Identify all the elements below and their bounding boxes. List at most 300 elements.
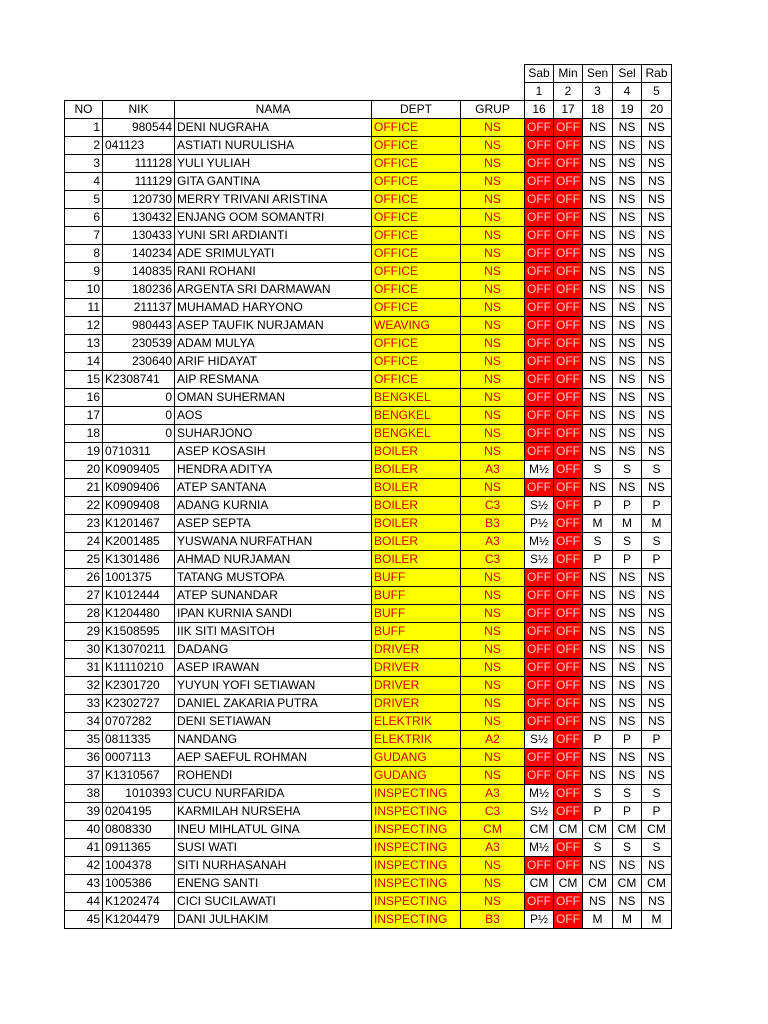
day-shift-cell[interactable]: OFF xyxy=(525,335,554,353)
grup-cell[interactable]: NS xyxy=(461,659,525,677)
day-shift-cell[interactable]: OFF xyxy=(554,551,583,569)
day-shift-cell[interactable]: P xyxy=(613,803,642,821)
dept-cell[interactable]: BOILER xyxy=(372,533,461,551)
nik-cell[interactable]: 230640 xyxy=(103,353,175,371)
grup-cell[interactable]: CM xyxy=(461,821,525,839)
grup-cell[interactable]: NS xyxy=(461,281,525,299)
day-shift-cell[interactable]: NS xyxy=(642,353,672,371)
day-shift-cell[interactable]: NS xyxy=(642,173,672,191)
day-shift-cell[interactable]: OFF xyxy=(525,587,554,605)
day-shift-cell[interactable]: S xyxy=(613,533,642,551)
day-shift-cell[interactable]: OFF xyxy=(554,245,583,263)
day-shift-cell[interactable]: OFF xyxy=(554,857,583,875)
day-shift-cell[interactable]: NS xyxy=(583,371,613,389)
nama-cell[interactable]: DENI SETIAWAN xyxy=(175,713,372,731)
nama-cell[interactable]: AEP SAEFUL ROHMAN xyxy=(175,749,372,767)
nik-cell[interactable]: 980544 xyxy=(103,119,175,137)
grup-cell[interactable]: NS xyxy=(461,443,525,461)
day-shift-cell[interactable]: NS xyxy=(613,389,642,407)
day-shift-cell[interactable]: OFF xyxy=(525,569,554,587)
day-shift-cell[interactable]: OFF xyxy=(525,713,554,731)
day-shift-cell[interactable]: S xyxy=(642,839,672,857)
day-shift-cell[interactable]: M½ xyxy=(525,461,554,479)
day-shift-cell[interactable]: NS xyxy=(613,641,642,659)
dept-cell[interactable]: DRIVER xyxy=(372,641,461,659)
dept-cell[interactable]: OFFICE xyxy=(372,245,461,263)
day-shift-cell[interactable]: NS xyxy=(613,137,642,155)
day-shift-cell[interactable]: NS xyxy=(613,605,642,623)
day-shift-cell[interactable]: NS xyxy=(642,605,672,623)
day-shift-cell[interactable]: NS xyxy=(583,191,613,209)
grup-cell[interactable]: NS xyxy=(461,389,525,407)
day-shift-cell[interactable]: NS xyxy=(583,425,613,443)
day-shift-cell[interactable]: OFF xyxy=(554,479,583,497)
day-shift-cell[interactable]: S xyxy=(642,785,672,803)
day-shift-cell[interactable]: P½ xyxy=(525,515,554,533)
day-shift-cell[interactable]: OFF xyxy=(525,407,554,425)
nama-cell[interactable]: CUCU NURFARIDA xyxy=(175,785,372,803)
nik-cell[interactable]: 0710311 xyxy=(103,443,175,461)
nik-cell[interactable]: 0808330 xyxy=(103,821,175,839)
day-shift-cell[interactable]: CM xyxy=(554,875,583,893)
nik-cell[interactable]: 0911365 xyxy=(103,839,175,857)
no-cell[interactable]: 29 xyxy=(65,623,103,641)
nama-cell[interactable]: ASEP KOSASIH xyxy=(175,443,372,461)
dept-cell[interactable]: OFFICE xyxy=(372,371,461,389)
nama-cell[interactable]: ROHENDI xyxy=(175,767,372,785)
no-cell[interactable]: 12 xyxy=(65,317,103,335)
day-shift-cell[interactable]: CM xyxy=(583,875,613,893)
nama-cell[interactable]: TATANG MUSTOPA xyxy=(175,569,372,587)
day-shift-cell[interactable]: NS xyxy=(613,263,642,281)
day-shift-cell[interactable]: P xyxy=(613,551,642,569)
day-shift-cell[interactable]: OFF xyxy=(554,893,583,911)
grup-cell[interactable]: NS xyxy=(461,263,525,281)
day-shift-cell[interactable]: OFF xyxy=(554,803,583,821)
day-shift-cell[interactable]: NS xyxy=(583,569,613,587)
day-shift-cell[interactable]: OFF xyxy=(554,371,583,389)
nik-cell[interactable]: 140234 xyxy=(103,245,175,263)
dept-cell[interactable]: BENGKEL xyxy=(372,407,461,425)
day-shift-cell[interactable]: OFF xyxy=(525,857,554,875)
day-shift-cell[interactable]: NS xyxy=(613,443,642,461)
nik-cell[interactable]: 0 xyxy=(103,389,175,407)
nik-cell[interactable]: 1005386 xyxy=(103,875,175,893)
day-shift-cell[interactable]: NS xyxy=(613,569,642,587)
nik-cell[interactable]: K1204480 xyxy=(103,605,175,623)
day-shift-cell[interactable]: NS xyxy=(583,623,613,641)
dept-cell[interactable]: BUFF xyxy=(372,587,461,605)
nama-cell[interactable]: DANI JULHAKIM xyxy=(175,911,372,929)
nik-cell[interactable]: 130432 xyxy=(103,209,175,227)
nama-cell[interactable]: ADANG KURNIA xyxy=(175,497,372,515)
no-cell[interactable]: 18 xyxy=(65,425,103,443)
no-cell[interactable]: 24 xyxy=(65,533,103,551)
day-shift-cell[interactable]: S xyxy=(642,461,672,479)
day-shift-cell[interactable]: NS xyxy=(613,659,642,677)
day-shift-cell[interactable]: OFF xyxy=(525,425,554,443)
day-shift-cell[interactable]: OFF xyxy=(554,263,583,281)
nama-cell[interactable]: ADAM MULYA xyxy=(175,335,372,353)
nik-cell[interactable]: 120730 xyxy=(103,191,175,209)
grup-cell[interactable]: NS xyxy=(461,677,525,695)
nik-cell[interactable]: 111128 xyxy=(103,155,175,173)
grup-cell[interactable]: NS xyxy=(461,569,525,587)
day-shift-cell[interactable]: NS xyxy=(642,893,672,911)
day-shift-cell[interactable]: OFF xyxy=(554,749,583,767)
day-shift-cell[interactable]: NS xyxy=(583,353,613,371)
grup-cell[interactable]: NS xyxy=(461,893,525,911)
no-cell[interactable]: 23 xyxy=(65,515,103,533)
day-shift-cell[interactable]: OFF xyxy=(554,137,583,155)
grup-cell[interactable]: NS xyxy=(461,371,525,389)
nik-cell[interactable]: K1204479 xyxy=(103,911,175,929)
dept-cell[interactable]: OFFICE xyxy=(372,119,461,137)
day-shift-cell[interactable]: OFF xyxy=(525,479,554,497)
day-shift-cell[interactable]: OFF xyxy=(554,533,583,551)
day-shift-cell[interactable]: NS xyxy=(583,587,613,605)
dept-cell[interactable]: BUFF xyxy=(372,605,461,623)
no-cell[interactable]: 21 xyxy=(65,479,103,497)
day-shift-cell[interactable]: OFF xyxy=(525,263,554,281)
day-shift-cell[interactable]: P xyxy=(642,731,672,749)
dept-cell[interactable]: BOILER xyxy=(372,515,461,533)
day-shift-cell[interactable]: OFF xyxy=(525,695,554,713)
day-shift-cell[interactable]: NS xyxy=(583,641,613,659)
nama-cell[interactable]: ASTIATI NURULISHA xyxy=(175,137,372,155)
no-cell[interactable]: 14 xyxy=(65,353,103,371)
day-shift-cell[interactable]: NS xyxy=(613,695,642,713)
nama-cell[interactable]: DENI NUGRAHA xyxy=(175,119,372,137)
dept-cell[interactable]: OFFICE xyxy=(372,335,461,353)
day-shift-cell[interactable]: OFF xyxy=(525,353,554,371)
grup-cell[interactable]: C3 xyxy=(461,497,525,515)
no-cell[interactable]: 22 xyxy=(65,497,103,515)
day-shift-cell[interactable]: NS xyxy=(583,893,613,911)
day-shift-cell[interactable]: NS xyxy=(642,317,672,335)
no-cell[interactable]: 10 xyxy=(65,281,103,299)
no-cell[interactable]: 40 xyxy=(65,821,103,839)
nama-cell[interactable]: ENJANG OOM SOMANTRI xyxy=(175,209,372,227)
day-shift-cell[interactable]: NS xyxy=(642,695,672,713)
nama-cell[interactable]: AIP RESMANA xyxy=(175,371,372,389)
day-shift-cell[interactable]: NS xyxy=(583,173,613,191)
no-cell[interactable]: 45 xyxy=(65,911,103,929)
grup-cell[interactable]: NS xyxy=(461,317,525,335)
grup-cell[interactable]: NS xyxy=(461,227,525,245)
day-shift-cell[interactable]: OFF xyxy=(554,299,583,317)
day-shift-cell[interactable]: M½ xyxy=(525,533,554,551)
dept-cell[interactable]: BUFF xyxy=(372,569,461,587)
day-shift-cell[interactable]: NS xyxy=(642,263,672,281)
day-shift-cell[interactable]: NS xyxy=(583,281,613,299)
day-shift-cell[interactable]: NS xyxy=(642,191,672,209)
no-cell[interactable]: 13 xyxy=(65,335,103,353)
day-shift-cell[interactable]: NS xyxy=(613,173,642,191)
nik-cell[interactable]: 211137 xyxy=(103,299,175,317)
day-shift-cell[interactable]: M xyxy=(583,911,613,929)
day-shift-cell[interactable]: OFF xyxy=(554,209,583,227)
day-shift-cell[interactable]: M xyxy=(613,911,642,929)
day-shift-cell[interactable]: OFF xyxy=(525,299,554,317)
day-shift-cell[interactable]: NS xyxy=(613,407,642,425)
day-shift-cell[interactable]: OFF xyxy=(525,245,554,263)
nik-cell[interactable]: 980443 xyxy=(103,317,175,335)
no-cell[interactable]: 38 xyxy=(65,785,103,803)
nama-cell[interactable]: YUYUN YOFI SETIAWAN xyxy=(175,677,372,695)
day-shift-cell[interactable]: OFF xyxy=(525,389,554,407)
nik-cell[interactable]: 1010393 xyxy=(103,785,175,803)
nama-cell[interactable]: SUSI WATI xyxy=(175,839,372,857)
day-shift-cell[interactable]: OFF xyxy=(554,407,583,425)
day-shift-cell[interactable]: S xyxy=(583,461,613,479)
dept-cell[interactable]: INSPECTING xyxy=(372,839,461,857)
day-shift-cell[interactable]: OFF xyxy=(525,641,554,659)
dept-cell[interactable]: ELEKTRIK xyxy=(372,713,461,731)
dept-cell[interactable]: INSPECTING xyxy=(372,785,461,803)
day-shift-cell[interactable]: OFF xyxy=(554,155,583,173)
grup-cell[interactable]: NS xyxy=(461,137,525,155)
no-cell[interactable]: 39 xyxy=(65,803,103,821)
nik-cell[interactable]: K0909408 xyxy=(103,497,175,515)
day-shift-cell[interactable]: NS xyxy=(583,317,613,335)
grup-cell[interactable]: NS xyxy=(461,299,525,317)
no-cell[interactable]: 15 xyxy=(65,371,103,389)
day-shift-cell[interactable]: NS xyxy=(583,299,613,317)
no-cell[interactable]: 19 xyxy=(65,443,103,461)
grup-cell[interactable]: NS xyxy=(461,173,525,191)
day-shift-cell[interactable]: NS xyxy=(583,407,613,425)
day-shift-cell[interactable]: NS xyxy=(583,605,613,623)
day-shift-cell[interactable]: OFF xyxy=(554,227,583,245)
day-shift-cell[interactable]: CM xyxy=(525,875,554,893)
day-shift-cell[interactable]: NS xyxy=(642,749,672,767)
grup-cell[interactable]: C3 xyxy=(461,803,525,821)
day-shift-cell[interactable]: OFF xyxy=(525,137,554,155)
day-shift-cell[interactable]: P½ xyxy=(525,911,554,929)
grup-cell[interactable]: NS xyxy=(461,641,525,659)
nama-cell[interactable]: ASEP SEPTA xyxy=(175,515,372,533)
day-shift-cell[interactable]: OFF xyxy=(525,317,554,335)
nama-cell[interactable]: ENENG SANTI xyxy=(175,875,372,893)
no-cell[interactable]: 4 xyxy=(65,173,103,191)
grup-cell[interactable]: NS xyxy=(461,587,525,605)
day-shift-cell[interactable]: OFF xyxy=(525,623,554,641)
day-shift-cell[interactable]: OFF xyxy=(554,785,583,803)
day-shift-cell[interactable]: NS xyxy=(613,317,642,335)
no-cell[interactable]: 20 xyxy=(65,461,103,479)
no-cell[interactable]: 28 xyxy=(65,605,103,623)
nik-cell[interactable]: 0 xyxy=(103,425,175,443)
dept-cell[interactable]: GUDANG xyxy=(372,767,461,785)
dept-cell[interactable]: OFFICE xyxy=(372,227,461,245)
nama-cell[interactable]: ARIF HIDAYAT xyxy=(175,353,372,371)
nama-cell[interactable]: NANDANG xyxy=(175,731,372,749)
no-cell[interactable]: 2 xyxy=(65,137,103,155)
day-shift-cell[interactable]: NS xyxy=(642,245,672,263)
day-shift-cell[interactable]: NS xyxy=(642,569,672,587)
day-shift-cell[interactable]: OFF xyxy=(525,173,554,191)
day-shift-cell[interactable]: NS xyxy=(613,353,642,371)
day-shift-cell[interactable]: OFF xyxy=(554,911,583,929)
nama-cell[interactable]: AHMAD NURJAMAN xyxy=(175,551,372,569)
nama-cell[interactable]: DADANG xyxy=(175,641,372,659)
day-shift-cell[interactable]: OFF xyxy=(554,605,583,623)
day-shift-cell[interactable]: NS xyxy=(583,155,613,173)
dept-cell[interactable]: GUDANG xyxy=(372,749,461,767)
no-cell[interactable]: 30 xyxy=(65,641,103,659)
day-shift-cell[interactable]: OFF xyxy=(554,443,583,461)
day-shift-cell[interactable]: NS xyxy=(583,677,613,695)
day-shift-cell[interactable]: NS xyxy=(613,677,642,695)
nik-cell[interactable]: 041123 xyxy=(103,137,175,155)
grup-cell[interactable]: B3 xyxy=(461,911,525,929)
day-shift-cell[interactable]: NS xyxy=(642,587,672,605)
day-shift-cell[interactable]: OFF xyxy=(554,767,583,785)
day-shift-cell[interactable]: NS xyxy=(642,857,672,875)
day-shift-cell[interactable]: OFF xyxy=(554,317,583,335)
grup-cell[interactable]: A3 xyxy=(461,785,525,803)
nik-cell[interactable]: 0007113 xyxy=(103,749,175,767)
grup-cell[interactable]: NS xyxy=(461,479,525,497)
dept-cell[interactable]: WEAVING xyxy=(372,317,461,335)
dept-cell[interactable]: BOILER xyxy=(372,461,461,479)
dept-cell[interactable]: OFFICE xyxy=(372,137,461,155)
nama-cell[interactable]: ATEP SUNANDAR xyxy=(175,587,372,605)
day-shift-cell[interactable]: NS xyxy=(642,389,672,407)
nama-cell[interactable]: SITI NURHASANAH xyxy=(175,857,372,875)
day-shift-cell[interactable]: S½ xyxy=(525,803,554,821)
day-shift-cell[interactable]: NS xyxy=(613,119,642,137)
day-shift-cell[interactable]: OFF xyxy=(525,605,554,623)
day-shift-cell[interactable]: NS xyxy=(642,479,672,497)
no-cell[interactable]: 8 xyxy=(65,245,103,263)
day-shift-cell[interactable]: M xyxy=(642,515,672,533)
dept-cell[interactable]: BOILER xyxy=(372,551,461,569)
nama-cell[interactable]: IIK SITI MASITOH xyxy=(175,623,372,641)
nama-cell[interactable]: YUSWANA NURFATHAN xyxy=(175,533,372,551)
nik-cell[interactable]: K2308741 xyxy=(103,371,175,389)
grup-cell[interactable]: A2 xyxy=(461,731,525,749)
day-shift-cell[interactable]: NS xyxy=(613,857,642,875)
dept-cell[interactable]: OFFICE xyxy=(372,209,461,227)
day-shift-cell[interactable]: OFF xyxy=(525,191,554,209)
day-shift-cell[interactable]: NS xyxy=(613,191,642,209)
nik-cell[interactable]: K2301720 xyxy=(103,677,175,695)
day-shift-cell[interactable]: NS xyxy=(642,677,672,695)
day-shift-cell[interactable]: NS xyxy=(583,443,613,461)
no-cell[interactable]: 42 xyxy=(65,857,103,875)
grup-cell[interactable]: NS xyxy=(461,245,525,263)
day-shift-cell[interactable]: NS xyxy=(642,227,672,245)
day-shift-cell[interactable]: NS xyxy=(642,407,672,425)
nik-cell[interactable]: 1004378 xyxy=(103,857,175,875)
nik-cell[interactable]: 0707282 xyxy=(103,713,175,731)
nik-cell[interactable]: 0811335 xyxy=(103,731,175,749)
no-cell[interactable]: 11 xyxy=(65,299,103,317)
no-cell[interactable]: 35 xyxy=(65,731,103,749)
day-shift-cell[interactable]: OFF xyxy=(554,389,583,407)
nik-cell[interactable]: K0909405 xyxy=(103,461,175,479)
nik-cell[interactable]: 0 xyxy=(103,407,175,425)
grup-cell[interactable]: NS xyxy=(461,407,525,425)
no-cell[interactable]: 27 xyxy=(65,587,103,605)
day-shift-cell[interactable]: P xyxy=(583,497,613,515)
day-shift-cell[interactable]: NS xyxy=(613,893,642,911)
day-shift-cell[interactable]: OFF xyxy=(554,515,583,533)
day-shift-cell[interactable]: M xyxy=(642,911,672,929)
nama-cell[interactable]: IPAN KURNIA SANDI xyxy=(175,605,372,623)
day-shift-cell[interactable]: NS xyxy=(583,335,613,353)
dept-cell[interactable]: BOILER xyxy=(372,479,461,497)
grup-cell[interactable]: NS xyxy=(461,713,525,731)
grup-cell[interactable]: NS xyxy=(461,191,525,209)
day-shift-cell[interactable]: NS xyxy=(583,119,613,137)
day-shift-cell[interactable]: OFF xyxy=(554,461,583,479)
dept-cell[interactable]: INSPECTING xyxy=(372,893,461,911)
day-shift-cell[interactable]: OFF xyxy=(554,641,583,659)
nik-cell[interactable]: K13070211 xyxy=(103,641,175,659)
day-shift-cell[interactable]: OFF xyxy=(525,371,554,389)
nama-cell[interactable]: DANIEL ZAKARIA PUTRA xyxy=(175,695,372,713)
day-shift-cell[interactable]: P xyxy=(613,497,642,515)
day-shift-cell[interactable]: NS xyxy=(583,767,613,785)
nama-cell[interactable]: RANI ROHANI xyxy=(175,263,372,281)
nik-cell[interactable]: K2302727 xyxy=(103,695,175,713)
day-shift-cell[interactable]: P xyxy=(583,731,613,749)
day-shift-cell[interactable]: NS xyxy=(642,299,672,317)
day-shift-cell[interactable]: OFF xyxy=(554,497,583,515)
nik-cell[interactable]: K11110210 xyxy=(103,659,175,677)
dept-cell[interactable]: DRIVER xyxy=(372,677,461,695)
day-shift-cell[interactable]: M½ xyxy=(525,839,554,857)
no-cell[interactable]: 34 xyxy=(65,713,103,731)
day-shift-cell[interactable]: NS xyxy=(642,281,672,299)
grup-cell[interactable]: NS xyxy=(461,749,525,767)
no-cell[interactable]: 25 xyxy=(65,551,103,569)
day-shift-cell[interactable]: CM xyxy=(525,821,554,839)
dept-cell[interactable]: DRIVER xyxy=(372,659,461,677)
day-shift-cell[interactable]: NS xyxy=(613,713,642,731)
day-shift-cell[interactable]: S½ xyxy=(525,551,554,569)
nama-cell[interactable]: HENDRA ADITYA xyxy=(175,461,372,479)
day-shift-cell[interactable]: S xyxy=(613,785,642,803)
day-shift-cell[interactable]: NS xyxy=(642,767,672,785)
grup-cell[interactable]: NS xyxy=(461,695,525,713)
day-shift-cell[interactable]: NS xyxy=(613,227,642,245)
day-shift-cell[interactable]: OFF xyxy=(525,749,554,767)
nama-cell[interactable]: YULI YULIAH xyxy=(175,155,372,173)
dept-cell[interactable]: DRIVER xyxy=(372,695,461,713)
day-shift-cell[interactable]: OFF xyxy=(525,893,554,911)
day-shift-cell[interactable]: NS xyxy=(613,425,642,443)
grup-cell[interactable]: NS xyxy=(461,425,525,443)
nik-cell[interactable]: 1001375 xyxy=(103,569,175,587)
no-cell[interactable]: 26 xyxy=(65,569,103,587)
no-cell[interactable]: 16 xyxy=(65,389,103,407)
day-shift-cell[interactable]: OFF xyxy=(554,623,583,641)
nama-cell[interactable]: ARGENTA SRI DARMAWAN xyxy=(175,281,372,299)
day-shift-cell[interactable]: NS xyxy=(642,443,672,461)
grup-cell[interactable]: NS xyxy=(461,875,525,893)
day-shift-cell[interactable]: S xyxy=(583,533,613,551)
day-shift-cell[interactable]: NS xyxy=(583,713,613,731)
dept-cell[interactable]: OFFICE xyxy=(372,263,461,281)
day-shift-cell[interactable]: NS xyxy=(613,623,642,641)
day-shift-cell[interactable]: P xyxy=(583,803,613,821)
day-shift-cell[interactable]: OFF xyxy=(525,155,554,173)
day-shift-cell[interactable]: CM xyxy=(642,875,672,893)
